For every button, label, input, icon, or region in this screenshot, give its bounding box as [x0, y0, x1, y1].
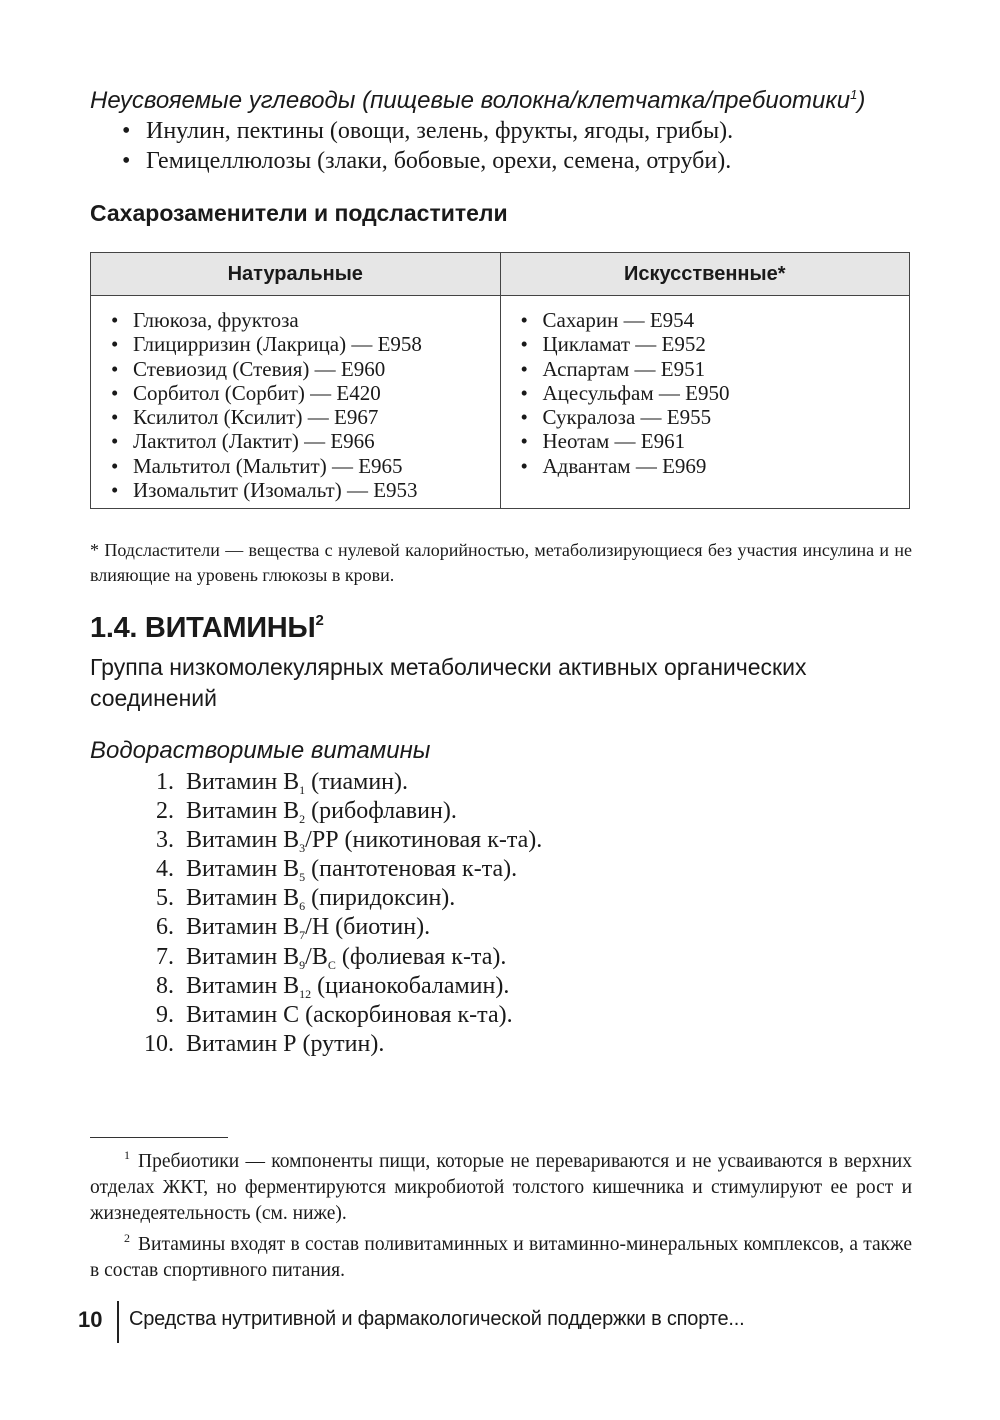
- sweeteners-section: [90, 198, 912, 228]
- list-item: • Аспартам — Е951: [521, 357, 900, 381]
- footnote-ref-2[interactable]: 2: [315, 612, 324, 629]
- list-item: • Глюкоза, фруктоза: [111, 308, 490, 332]
- sweeteners-table: [90, 252, 910, 509]
- list-item: 8. Витамин $В_{12}$ (цианокобаламин).: [156, 972, 510, 1001]
- footnotes: [90, 1149, 912, 1284]
- list-item: • Ацесульфам — Е950: [521, 381, 900, 405]
- artificial-cell: [500, 296, 910, 509]
- list-item: • Лактитол (Лактит) — Е966: [111, 429, 490, 453]
- natural-cell: [91, 296, 501, 509]
- page-footer: [78, 1301, 958, 1343]
- fibers-heading: Неусвояемые углеводы (пищевые волокна/клетчатка/пребиотики$^1$): [90, 87, 866, 114]
- fibers-section: [90, 86, 912, 176]
- water-soluble-heading: Водорастворимые витамины: [90, 737, 431, 764]
- list-item: 10. Витамин Р (рутин).: [144, 1030, 385, 1057]
- list-item: 7. Витамин $В_9/В_C$ (фолиевая к-та).: [156, 943, 507, 972]
- fibers-list: [90, 116, 912, 176]
- list-item: 9. Витамин С (аскорбиновая к-та).: [156, 1001, 513, 1028]
- running-title: Средства нутритивной и фармакологической поддержки в спорте...: [129, 1308, 745, 1330]
- artificial-list: [521, 308, 900, 478]
- water-soluble-section: [90, 736, 912, 1059]
- list-item: • Сорбитол (Сорбит) — Е420: [111, 381, 490, 405]
- footnote-divider: [90, 1137, 228, 1138]
- list-item: • Цикламат — Е952: [521, 332, 900, 356]
- table-note: * Подсластители — вещества с нулевой калорийностью, метаболизирующиеся без участия инсулина и не влияющие на уровень глюкозы в крови.: [90, 540, 912, 585]
- list-item: 1. Витамин $В_1$ (тиамин).: [156, 769, 409, 797]
- list-item: • Стевиозид (Стевия) — Е960: [111, 357, 490, 381]
- list-item: • Адвантам — Е969: [521, 454, 900, 478]
- list-item: • Мальтитол (Мальтит) — Е965: [111, 454, 490, 478]
- footnote-1: $^1$ Пребиотики — компоненты пищи, которые не перевариваются и не усваиваются в верхних отделах ЖКТ, но ферментируются микробиотой толстого кишечника и стимулируют ее рост и жизнедеятельность (см. ниже).: [90, 1148, 912, 1224]
- column-header-artificial: Искусственные*: [500, 253, 910, 296]
- list-item: • Неотам — Е961: [521, 429, 900, 453]
- list-item: 3. Витамин $В_3/РР$ (никотиновая к-та).: [156, 827, 543, 856]
- list-item: • Гемицеллюлозы (злаки, бобовые, орехи, семена, отруби).: [122, 146, 912, 176]
- list-item: • Изомальтит (Изомальт) — Е953: [111, 478, 490, 502]
- column-header-natural: Натуральные: [91, 253, 501, 296]
- list-item: 4. Витамин $В_5$ (пантотеновая к-та).: [156, 856, 518, 885]
- footnote-2: $^2$ Витамины входят в состав поливитаминных и витаминно-минеральных комплексов, а также в состав спортивного питания.: [90, 1231, 912, 1281]
- list-item: • Глицирризин (Лакрица) — Е958: [111, 332, 490, 356]
- section-title: 1.4. ВИТАМИНЫ$^2$: [90, 612, 324, 644]
- sweeteners-heading: Сахарозаменители и подсластители: [90, 200, 508, 226]
- list-item: 2. Витамин $В_2$ (рибофлавин).: [156, 798, 457, 827]
- footer-divider: [117, 1301, 119, 1343]
- vitamins-section: [90, 608, 912, 714]
- natural-list: [111, 308, 490, 502]
- list-item: • Сахарин — Е954: [521, 308, 900, 332]
- list-item: 6. Витамин $В_7/Н$ (биотин).: [156, 914, 431, 943]
- page-number: 10: [78, 1307, 103, 1332]
- list-item: • Инулин, пектины (овощи, зелень, фрукты, ягоды, грибы).: [122, 116, 912, 146]
- list-item: 5. Витамин $В_6$ (пиридоксин).: [156, 885, 456, 914]
- footnote-ref-1[interactable]: 1: [850, 87, 858, 102]
- section-subtitle: Группа низкомолекулярных метаболически активных органических соединений: [90, 654, 807, 711]
- list-item: • Ксилитол (Ксилит) — Е967: [111, 405, 490, 429]
- vitamin-list: [90, 768, 912, 1059]
- list-item: • Сукралоза — Е955: [521, 405, 900, 429]
